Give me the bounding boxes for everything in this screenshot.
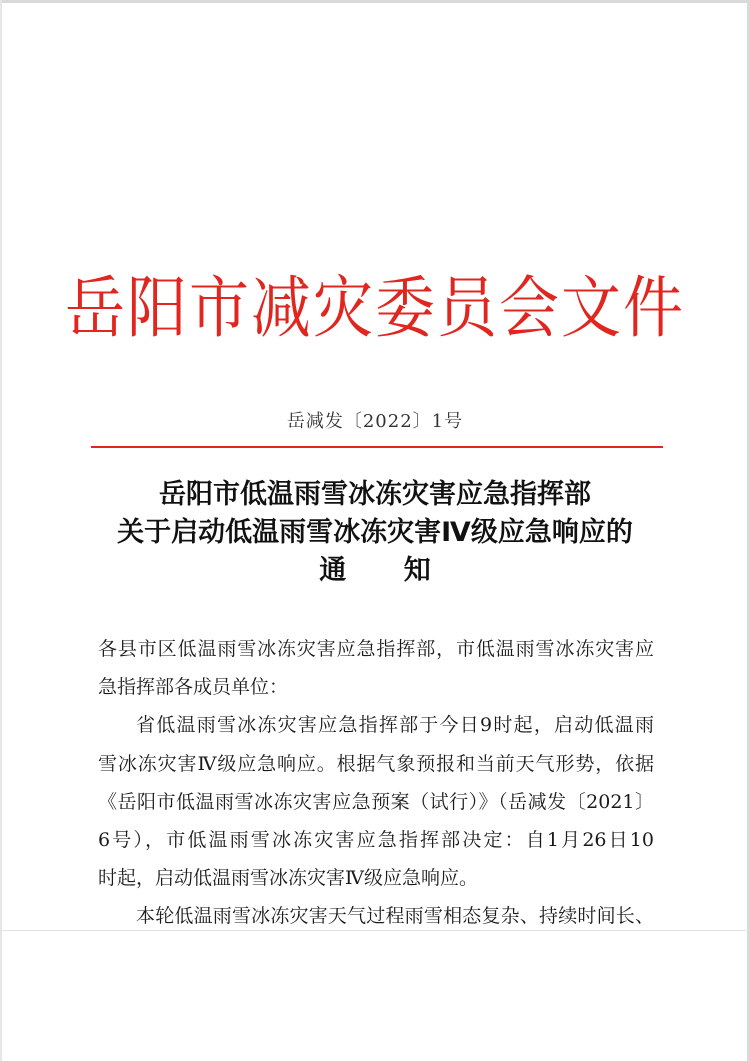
body-line-4: 雪冰冻灾害Ⅳ级应急响应。根据气象预报和当前天气形势，依据 xyxy=(98,753,654,775)
page-edge-top xyxy=(0,0,750,3)
body-line-1: 各县市区低温雨雪冰冻灾害应急指挥部，市低温雨雪冰冻灾害应 xyxy=(98,638,654,660)
document-number: 岳减发〔2022〕1号 xyxy=(286,411,464,432)
body-line-5: 《岳阳市低温雨雪冰冻灾害应急预案（试行）》（岳减发〔2021〕 xyxy=(98,791,654,813)
body-line-2: 急指挥部各成员单位： xyxy=(98,676,289,698)
title-line-1: 岳阳市低温雨雪冰冻灾害应急指挥部 xyxy=(159,479,591,510)
body-line-7: 时起，启动低温雨雪冰冻灾害Ⅳ级应急响应。 xyxy=(98,867,478,889)
red-divider-line xyxy=(91,446,663,448)
body-line-3: 省低温雨雪冰冻灾害应急指挥部于今日9时起，启动低温雨 xyxy=(136,714,654,736)
title-line-2: 关于启动低温雨雪冰冻灾害Ⅳ级应急响应的 xyxy=(117,517,633,548)
body-line-6: 6号），市低温雨雪冰冻灾害应急指挥部决定：自1月26日10 xyxy=(98,829,654,851)
title-line-3: 通 知 xyxy=(319,555,455,586)
scan-line-mark xyxy=(0,930,750,931)
document-header: 岳阳市减灾委员会文件 xyxy=(65,269,685,348)
body-line-8: 本轮低温雨雪冰冻灾害天气过程雨雪相态复杂、持续时间长、 xyxy=(136,905,654,927)
